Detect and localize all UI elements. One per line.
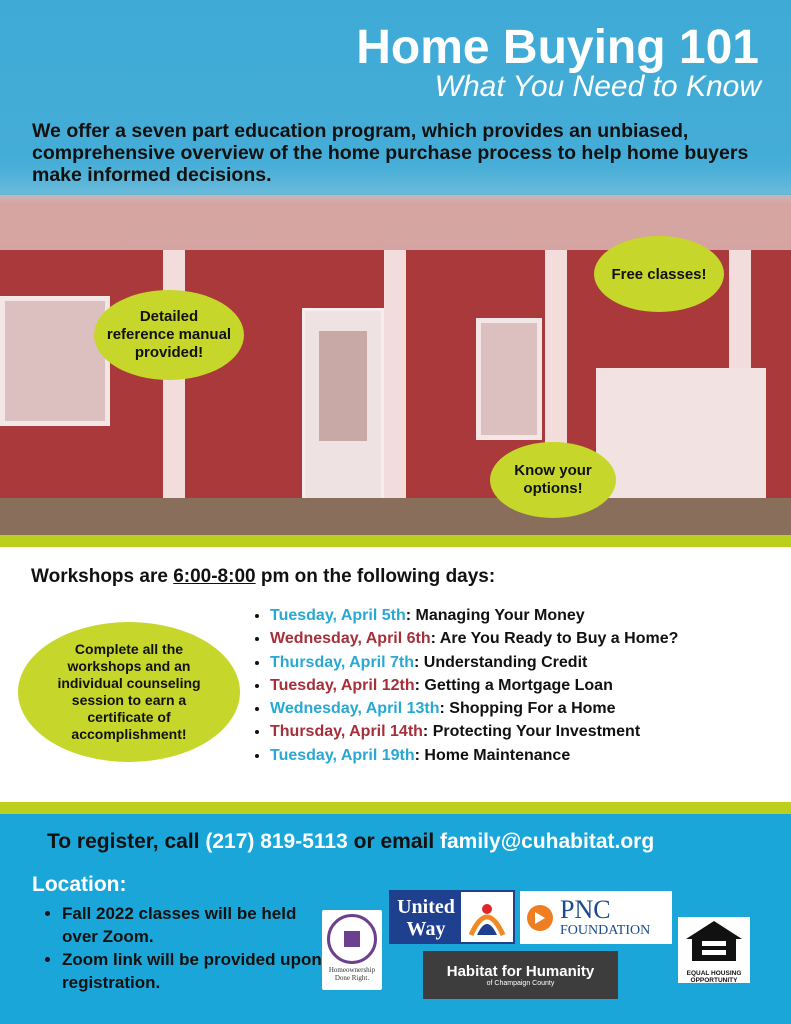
schedule-item [270,720,678,743]
schedule-topic: : Home Maintenance [414,746,571,764]
habitat-name: Habitat for Humanity [446,963,595,980]
register-prefix: To register, call [47,830,206,853]
location-item: • Fall 2022 classes will be held over Zoom. [62,902,332,948]
schedule-date: Tuesday, April 19th [270,746,415,764]
house-window [476,318,542,440]
footer-divider [0,802,791,814]
equal-housing-text: EQUAL HOUSING OPPORTUNITY [686,970,742,984]
schedule-item [270,627,678,650]
register-line [47,830,654,854]
pnc-icon [526,904,554,932]
page-subtitle: What You Need to Know [434,70,761,103]
register-email-link[interactable]: family@cuhabitat.org [440,830,655,853]
schedule-topic: : Protecting Your Investment [422,723,641,741]
schedule-item [270,697,678,720]
garage-door [596,368,766,498]
house-window [0,296,110,426]
workshops-time: 6:00-8:00 [173,566,256,587]
schedule-item [270,674,678,697]
schedule-date: Wednesday, April 6th [270,630,431,648]
register-phone[interactable]: (217) 819-5113 [205,830,348,853]
intro-text: We offer a seven part education program, which provides an unbiased, comprehensive overview of the home purchase process to help home buyers make informed decisions. [32,120,749,186]
house-icon [344,931,360,947]
front-door [302,308,384,504]
callout-manual: Detailed reference manual provided! [94,290,244,380]
porch-column [384,250,406,520]
workshops-heading-suffix: pm on the following days: [255,566,496,587]
schedule-date: Wednesday, April 13th [270,700,440,718]
schedule-topic: : Shopping For a Home [439,700,616,718]
united-way-logo [389,890,515,944]
workshop-schedule [250,604,678,767]
schedule-topic: : Getting a Mortgage Loan [414,676,613,694]
register-middle: or email [347,830,440,853]
seal-ring [327,914,377,964]
united-way-hand-icon [461,892,513,942]
location-list [42,902,332,994]
schedule-topic: : Are You Ready to Buy a Home? [430,630,679,648]
equal-housing-icon [682,917,746,965]
united-way-wordmark: United Way [391,892,461,942]
page-title: Home Buying 101 [356,21,759,74]
porch-floor [0,498,791,535]
schedule-item [270,651,678,674]
callout-certificate: Complete all the workshops and an individual counseling session to earn a certificate of accomplishment! [18,622,240,762]
schedule-date: Thursday, April 7th [270,653,415,671]
callout-options: Know your options! [490,442,616,518]
schedule-item [270,744,678,767]
workshops-heading-prefix: Workshops are [31,566,174,587]
pnc-foundation-logo [520,891,672,944]
callout-free-classes: Free classes! [594,236,724,312]
divider-bar [0,535,791,547]
habitat-sub: of Champaign County [486,980,555,987]
schedule-date: Tuesday, April 5th [270,607,406,624]
pnc-sub: FOUNDATION [560,922,651,938]
schedule-date: Thursday, April 14th [270,723,423,741]
schedule-item [270,604,678,627]
pnc-name: PNC [560,894,611,924]
schedule-date: Tuesday, April 12th [270,676,415,694]
nie-seal-logo [322,910,382,990]
equal-housing-logo [678,917,750,983]
habitat-logo [423,951,618,999]
schedule-topic: : Understanding Credit [414,653,588,671]
workshops-heading [31,566,495,588]
location-heading: Location: [32,873,127,896]
nie-caption: Homeownership Done Right. [328,966,376,982]
schedule-topic: : Managing Your Money [405,607,585,624]
location-item: • Zoom link will be provided upon registration. [62,948,332,994]
house-number: 206 [392,296,406,317]
